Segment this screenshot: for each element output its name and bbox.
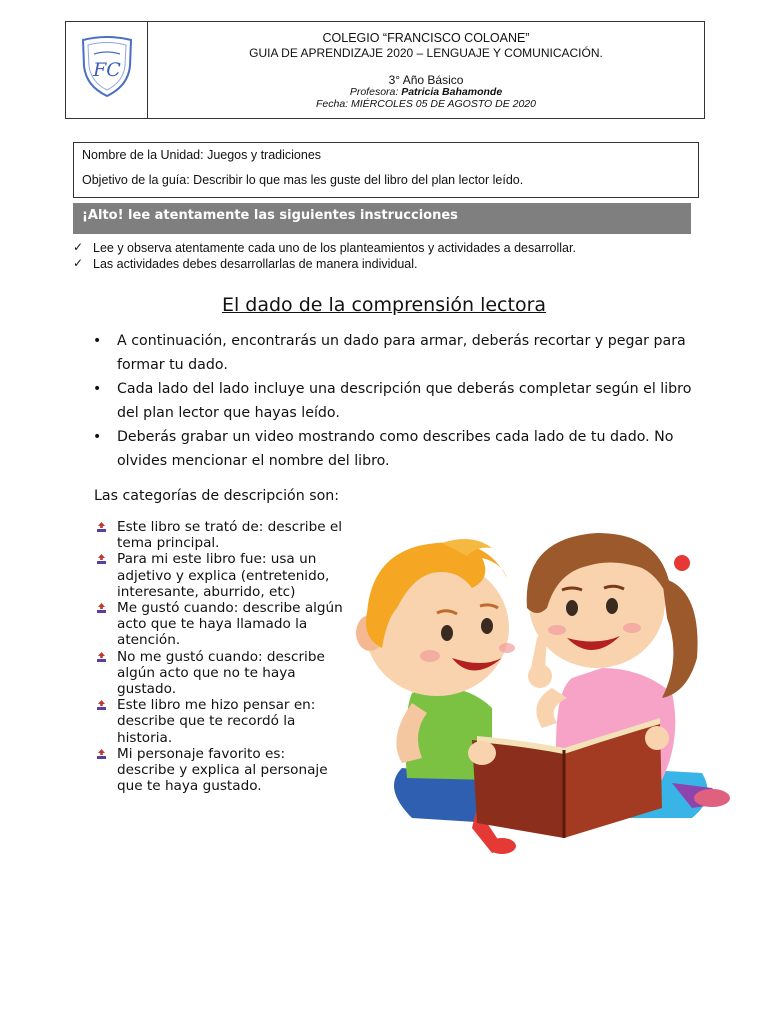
bullet-dot-icon: • <box>93 333 102 349</box>
checkmark-icon: ✓ <box>73 256 84 270</box>
logo-letters: FC <box>93 59 121 81</box>
instructions-alert-bar: ¡Alto! lee atentamente las siguientes instrucciones <box>73 203 691 234</box>
bullet-item <box>90 329 700 377</box>
category-text: Este libro me hizo pensar en: describe que te recordó la historia. <box>117 697 316 746</box>
guide-objective: Objetivo de la guía: Describir lo que mas les guste del libro del plan lector leído. <box>82 173 524 187</box>
check-text: Las actividades debes desarrollarlas de manera individual. <box>93 257 418 271</box>
arrow-bullet-icon <box>96 749 107 760</box>
unit-info-box <box>73 142 699 198</box>
category-text: No me gustó cuando: describe algún acto que no te haya gustado. <box>117 648 325 698</box>
guide-title: GUIA DE APRENDIZAJE 2020 – LENGUAJE Y COMUNICACIÓN. <box>249 46 603 60</box>
grade-label: 3° Año Básico <box>388 73 464 87</box>
bullet-item <box>90 425 700 473</box>
category-item <box>94 697 344 746</box>
bullet-dot-icon: • <box>93 429 102 445</box>
bullet-text: Cada lado del lado incluye una descripción que deberás completar según el libro del plan lector que hayas leído. <box>117 381 692 421</box>
school-shield-logo-icon <box>80 36 134 98</box>
teacher-label: Profesora: <box>349 86 402 98</box>
category-item <box>94 600 344 649</box>
check-text: Lee y observa atentamente cada uno de los planteamientos y actividades a desarrollar. <box>93 241 576 255</box>
school-name: COLEGIO “FRANCISCO COLOANE” <box>322 31 530 45</box>
header-text <box>148 22 704 118</box>
category-text: Mi personaje favorito es: describe y explica al personaje que te haya gustado. <box>117 745 328 795</box>
category-item <box>94 746 344 795</box>
header-table <box>65 21 705 119</box>
page-title: El dado de la comprensión lectora <box>221 294 547 316</box>
arrow-bullet-icon <box>96 700 107 711</box>
category-text: Para mi este libro fue: usa un adjetivo y explica (entretenido, interesante, aburrido, etc) <box>117 551 330 600</box>
categories-list <box>94 519 344 794</box>
children-reading-illustration <box>342 518 732 858</box>
bullet-dot-icon: • <box>93 381 102 397</box>
bullet-text: Deberás grabar un video mostrando como describes cada lado de tu dado. No olvides mencionar el nombre del libro. <box>117 429 674 469</box>
check-item <box>73 241 576 257</box>
check-item <box>73 257 576 273</box>
logo-cell <box>66 22 148 118</box>
checklist <box>73 241 576 273</box>
unit-name: Nombre de la Unidad: Juegos y tradiciones <box>82 148 322 162</box>
category-item <box>94 649 344 698</box>
category-item <box>94 551 344 600</box>
category-item <box>94 519 344 551</box>
date-line: Fecha: MIÉRCOLES 05 DE AGOSTO DE 2020 <box>315 98 536 110</box>
category-text: Este libro se trató de: describe el tema principal. <box>117 519 343 552</box>
arrow-bullet-icon <box>96 554 107 565</box>
bullet-item <box>90 377 700 425</box>
arrow-bullet-icon <box>96 522 107 533</box>
category-text: Me gustó cuando: describe algún acto que te haya llamado la atención. <box>117 600 343 649</box>
teacher-name: Patricia Bahamonde <box>401 86 503 98</box>
arrow-bullet-icon <box>96 603 107 614</box>
teacher-line <box>148 86 704 98</box>
bullet-text: A continuación, encontrarás un dado para armar, deberás recortar y pegar para formar tu dado. <box>117 333 686 373</box>
arrow-bullet-icon <box>96 652 107 663</box>
categories-heading: Las categorías de descripción son: <box>94 488 340 504</box>
checkmark-icon: ✓ <box>73 240 84 254</box>
instruction-bullets <box>90 329 700 473</box>
